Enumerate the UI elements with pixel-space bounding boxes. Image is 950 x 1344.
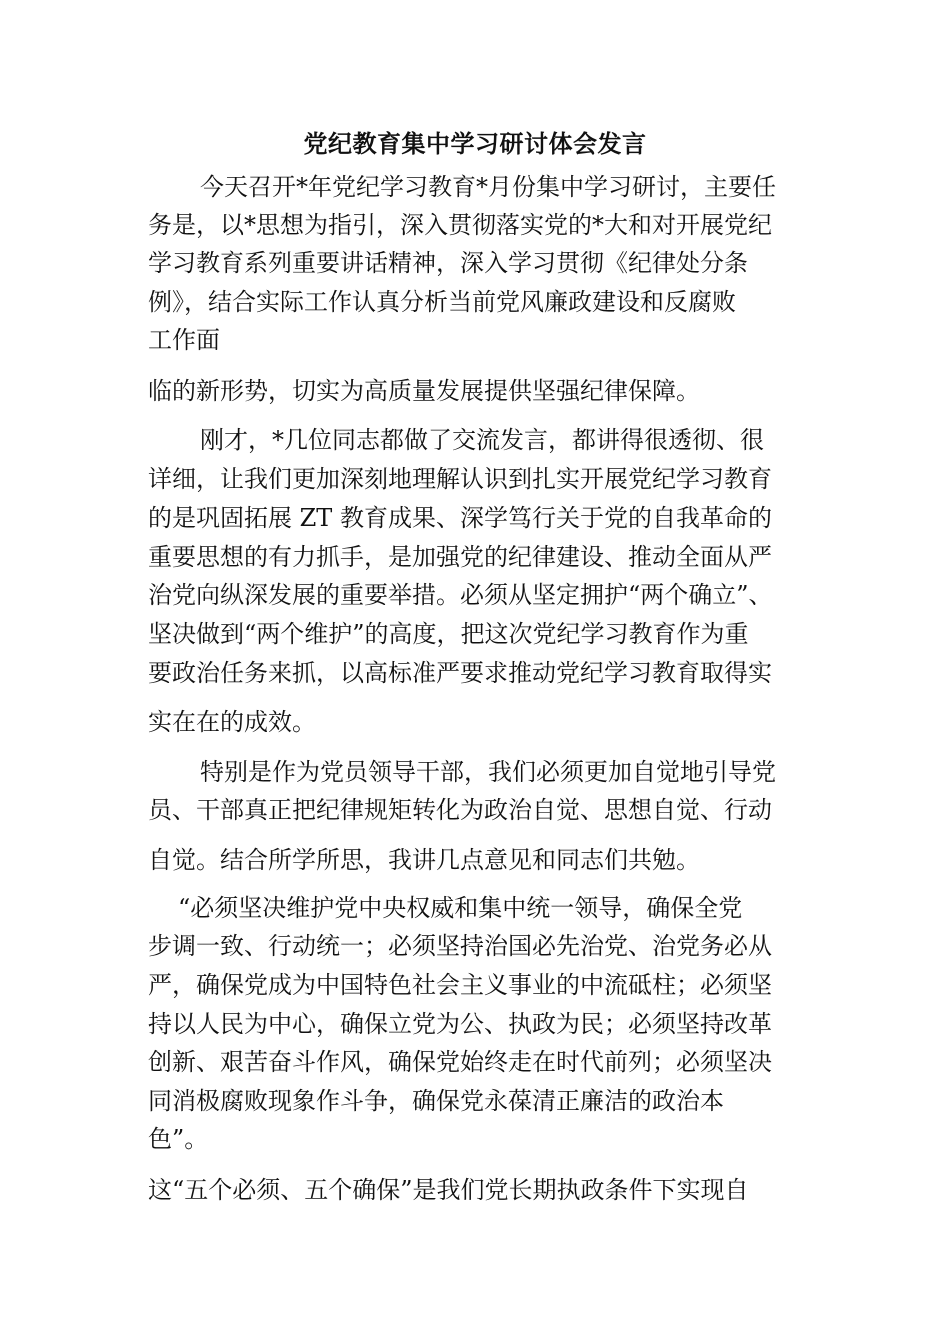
text-line: 例》，结合实际工作认真分析当前党风廉政建设和反腐败 xyxy=(148,288,736,316)
text-line: 今天召开*年党纪学习教育*月份集中学习研讨，主要任 xyxy=(200,173,776,201)
text-line: 创新、艰苦奋斗作风，确保党始终走在时代前列；必须坚决 xyxy=(148,1048,772,1076)
text-line: “必须坚决维护党中央权威和集中统一领导，确保全党 xyxy=(178,894,743,922)
text-line: 详细，让我们更加深刻地理解认识到扎实开展党纪学习教育 xyxy=(148,465,772,493)
text-line: 同消极腐败现象作斗争，确保党永葆清正廉洁的政治本 xyxy=(148,1087,724,1115)
text-line: 刚才，*几位同志都做了交流发言，都讲得很透彻、很 xyxy=(200,426,764,454)
text-line: 的是巩固拓展 ZT 教育成果、深学笃行关于党的自我革命的 xyxy=(148,504,772,532)
text-line: 工作面 xyxy=(148,326,220,354)
text-line: 持以人民为中心，确保立党为公、执政为民；必须坚持改革 xyxy=(148,1010,772,1038)
text-line: 色”。 xyxy=(148,1125,209,1153)
text-line: 学习教育系列重要讲话精神，深入学习贯彻《纪律处分条 xyxy=(148,249,748,277)
text-line: 重要思想的有力抓手，是加强党的纪律建设、推动全面从严 xyxy=(148,543,772,571)
text-line: 特别是作为党员领导干部，我们必须更加自觉地引导党 xyxy=(200,758,776,786)
text-line: 这“五个必须、五个确保”是我们党长期执政条件下实现自 xyxy=(148,1176,749,1204)
text-line: 坚决做到“两个维护”的高度，把这次党纪学习教育作为重 xyxy=(148,620,749,648)
text-line: 员、干部真正把纪律规矩转化为政治自觉、思想自觉、行动 xyxy=(148,796,772,824)
text-line: 要政治任务来抓，以高标准严要求推动党纪学习教育取得实 xyxy=(148,659,772,687)
text-line: 实在在的成效。 xyxy=(148,708,316,736)
text-line: 自觉。结合所学所思，我讲几点意见和同志们共勉。 xyxy=(148,846,700,874)
text-line: 务是，以*思想为指引，深入贯彻落实党的*大和对开展党纪 xyxy=(148,211,772,239)
text-line: 治党向纵深发展的重要举措。必须从坚定拥护“两个确立”、 xyxy=(148,581,773,609)
document-title: 党纪教育集中学习研讨体会发言 xyxy=(303,129,647,158)
text-line: 临的新形势，切实为高质量发展提供坚强纪律保障。 xyxy=(148,377,700,405)
text-line: 步调一致、行动统一；必须坚持治国必先治党、治党务必从 xyxy=(148,932,772,960)
text-line: 严，确保党成为中国特色社会主义事业的中流砥柱；必须坚 xyxy=(148,971,772,999)
